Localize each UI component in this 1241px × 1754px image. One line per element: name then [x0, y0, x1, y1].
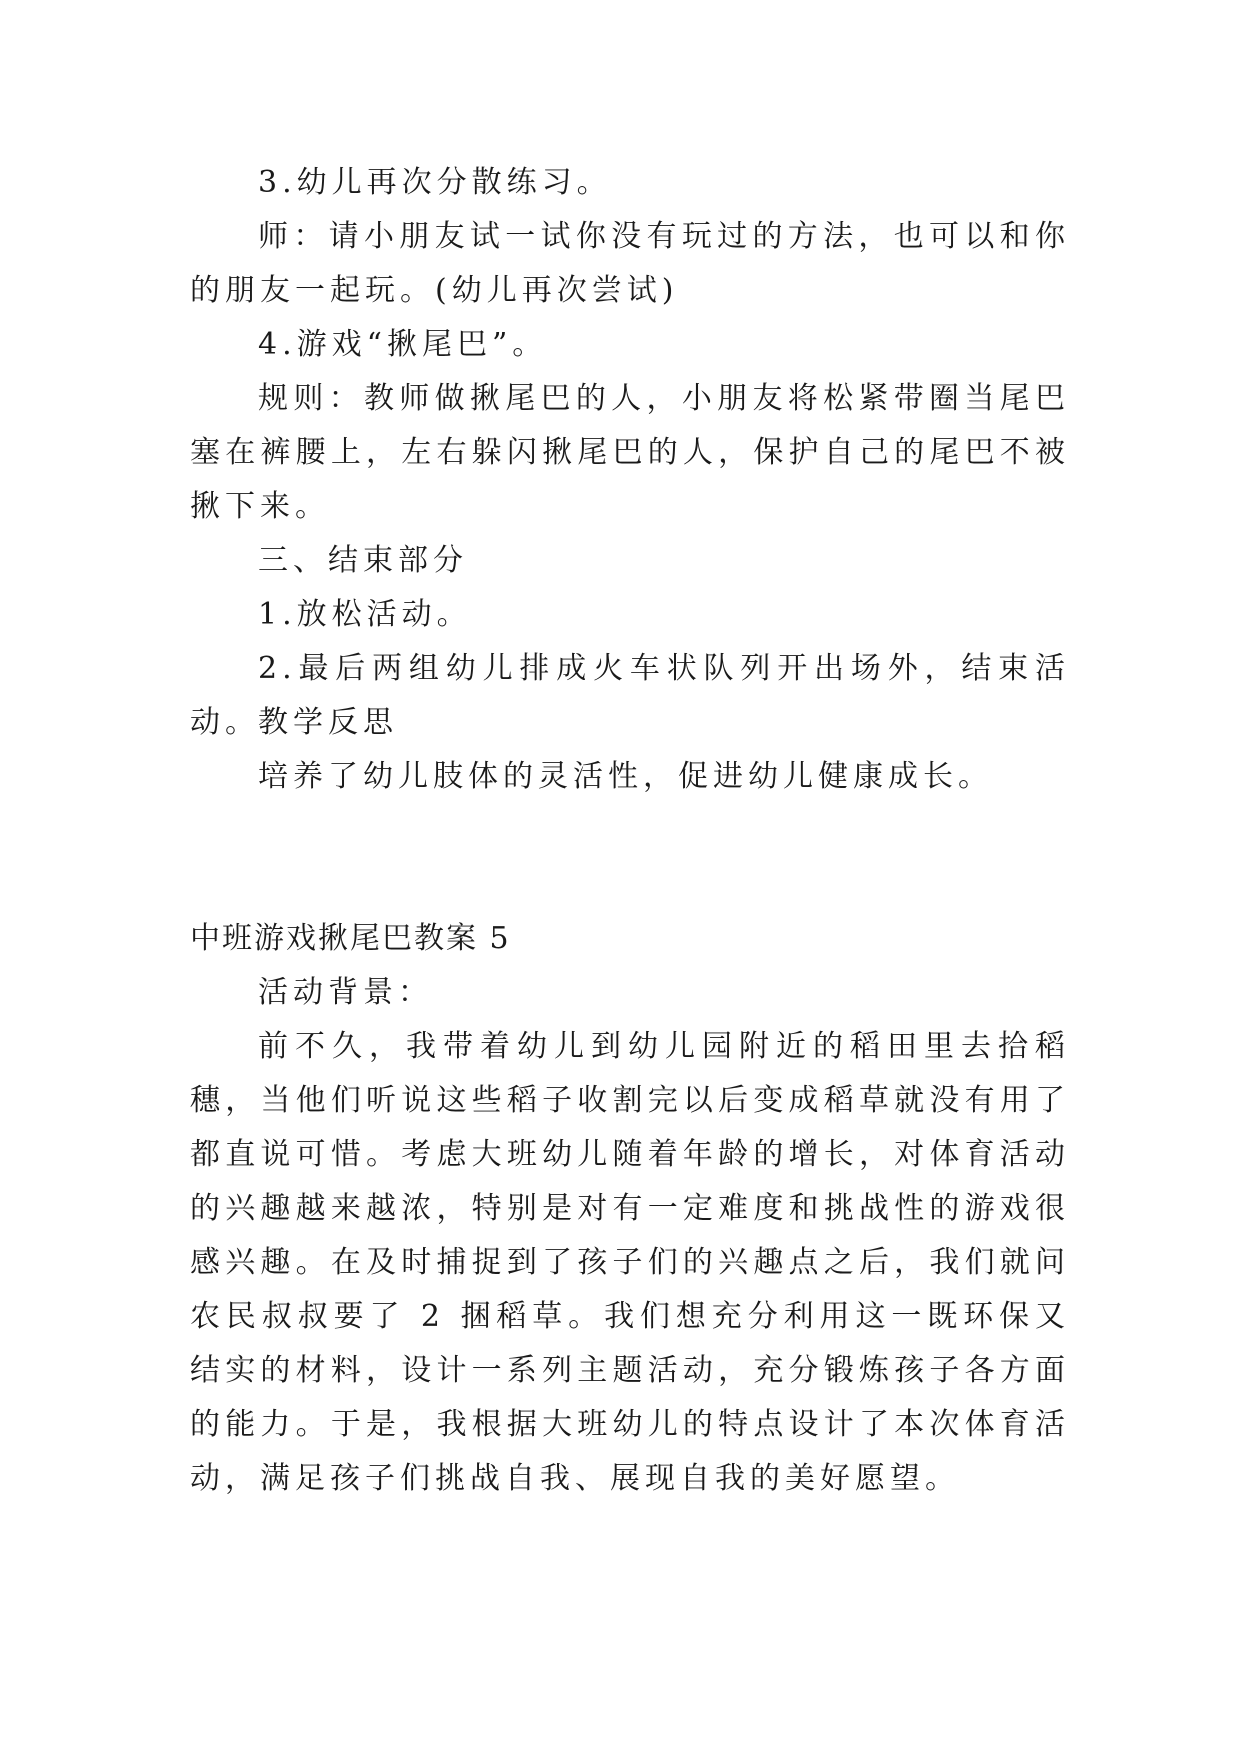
- background-heading: 活动背景：: [258, 975, 433, 1010]
- step-3-paragraph: 3.幼儿再次分散练习。: [258, 165, 612, 200]
- step-4-paragraph: 4.游戏“揪尾巴”。: [258, 327, 548, 362]
- teacher-instruction-paragraph: 师：请小朋友试一试你没有玩过的方法，也可以和你的朋友一起玩。(幼儿再次尝试): [190, 219, 1070, 308]
- section-heading-ending: 三、结束部分: [258, 543, 468, 578]
- rules-paragraph: 规则：教师做揪尾巴的人，小朋友将松紧带圈当尾巴塞在裤腰上，左右躲闪揪尾巴的人，保护自己的尾巴不被揪下来。: [190, 381, 1070, 524]
- reflection-heading: 教学反思: [258, 705, 398, 740]
- ending-step-1-paragraph: 1.放松活动。: [258, 597, 472, 632]
- lesson-plan-title: 中班游戏揪尾巴教案 5: [190, 921, 511, 956]
- reflection-paragraph: 培养了幼儿肢体的灵活性，促进幼儿健康成长。: [258, 759, 993, 794]
- ending-step-2-paragraph: 2.最后两组幼儿排成火车状队列开出场外，结束活动。: [190, 651, 1070, 740]
- background-paragraph: 前不久，我带着幼儿到幼儿园附近的稻田里去拾稻穗，当他们听说这些稻子收割完以后变成稻草就没有用了都直说可惜。考虑大班幼儿随着年龄的增长，对体育活动的兴趣越来越浓，特别是对有一定难度和挑战性的游戏很感兴趣。在及时捕捉到了孩子们的兴趣点之后，我们就问农民叔叔要了 2 捆稻草。我们想充分利用这一既环保又结实的材料，设计一系列主题活动，充分锻炼孩子各方面的能力。于是，我根据大班幼儿的特点设计了本次体育活动，满足孩子们挑战自我、展现自我的美好愿望。: [190, 1029, 1070, 1496]
